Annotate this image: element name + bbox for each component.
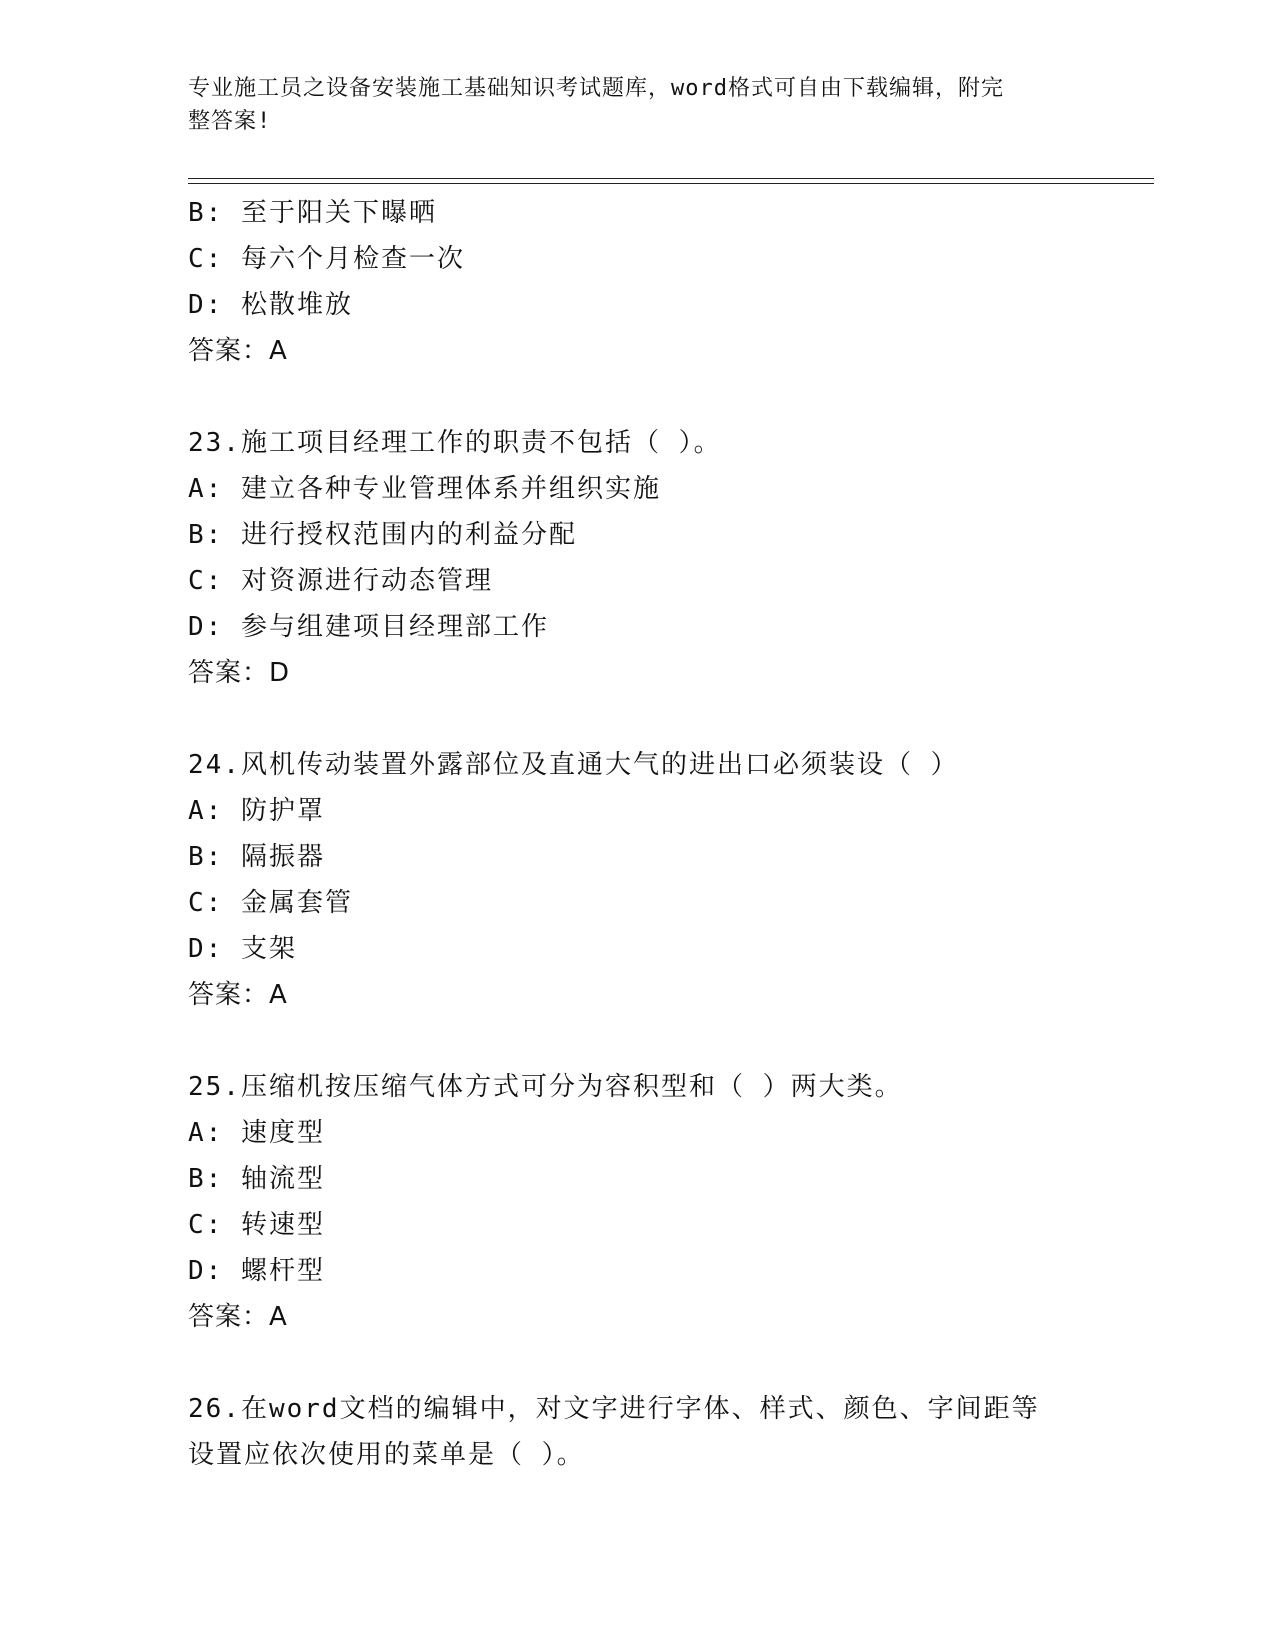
option-c: C: 金属套管	[188, 888, 353, 918]
question-list	[188, 190, 1154, 1478]
spacer	[188, 374, 1154, 420]
option-d: D: 螺杆型	[188, 1256, 325, 1286]
spacer	[188, 696, 1154, 742]
option-d: D: 支架	[188, 934, 297, 964]
option-a: A: 防护罩	[188, 796, 325, 826]
option-b: B: 隔振器	[188, 842, 325, 872]
spacer	[188, 1340, 1154, 1386]
header-title-line-2: 整答案!	[188, 109, 272, 134]
answer-line: 答案：A	[188, 980, 288, 1010]
question-stem: 25.压缩机按压缩气体方式可分为容积型和（ ）两大类。	[188, 1072, 903, 1102]
question-stem-line-2: 设置应依次使用的菜单是（ ）。	[188, 1440, 585, 1470]
question-23	[188, 420, 1154, 696]
question-fragment	[188, 190, 1154, 374]
question-stem-line-1: 26.在word文档的编辑中，对文字进行字体、样式、颜色、字间距等	[188, 1394, 1040, 1424]
option-b: B: 至于阳关下曝晒	[188, 198, 437, 228]
question-stem: 23.施工项目经理工作的职责不包括（ ）。	[188, 428, 722, 458]
option-c: C: 对资源进行动态管理	[188, 566, 493, 596]
option-c: C: 每六个月检查一次	[188, 244, 465, 274]
option-b: B: 轴流型	[188, 1164, 325, 1194]
answer-line: 答案：A	[188, 1302, 288, 1332]
option-c: C: 转速型	[188, 1210, 325, 1240]
answer-line: 答案：A	[188, 336, 288, 366]
question-stem: 24.风机传动装置外露部位及直通大气的进出口必须装设（ ）	[188, 750, 959, 780]
option-d: D: 松散堆放	[188, 290, 353, 320]
spacer	[188, 1018, 1154, 1064]
question-24	[188, 742, 1154, 1018]
option-b: B: 进行授权范围内的利益分配	[188, 520, 577, 550]
option-a: A: 建立各种专业管理体系并组织实施	[188, 474, 661, 504]
question-26	[188, 1386, 1154, 1478]
document-header	[188, 72, 1068, 138]
option-d: D: 参与组建项目经理部工作	[188, 612, 549, 642]
header-title-line-1: 专业施工员之设备安装施工基础知识考试题库，word格式可自由下载编辑，附完	[188, 76, 1004, 101]
header-divider-bottom	[188, 183, 1154, 184]
option-a: A: 速度型	[188, 1118, 325, 1148]
question-25	[188, 1064, 1154, 1340]
answer-line: 答案：D	[188, 658, 291, 688]
header-divider-top	[188, 178, 1154, 179]
